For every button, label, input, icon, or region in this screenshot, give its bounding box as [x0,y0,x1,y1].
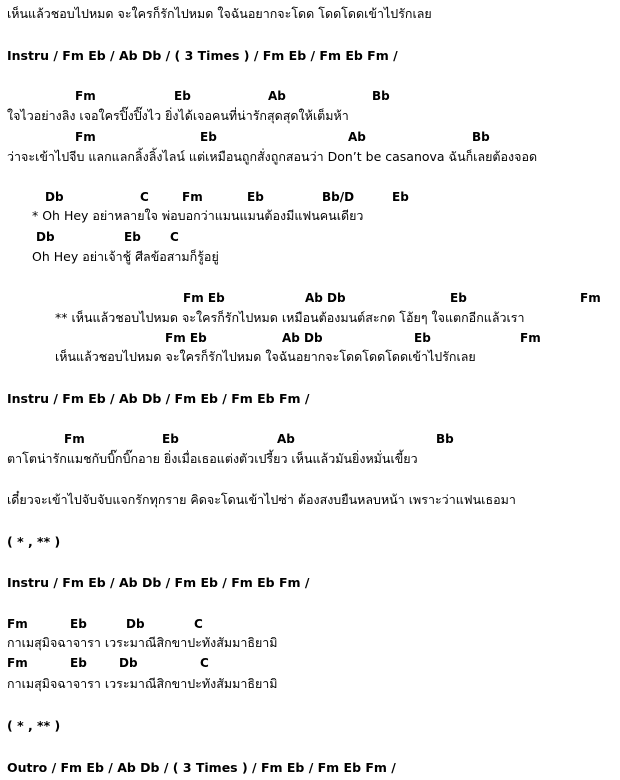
chord-label: Eb [70,617,87,631]
chord-label: Ab Db [305,291,346,305]
repeat-marker: ( * , ** ) [7,718,61,733]
chord-label: Db [36,230,55,244]
chord-label: Fm Eb [183,291,225,305]
chord-label: Eb [174,89,191,103]
chord-label: Eb [200,130,217,144]
chord-label: Eb [247,190,264,204]
chord-label: C [170,230,179,244]
chord-label: Fm [7,617,28,631]
chord-label: Fm [75,130,96,144]
chord-label: Eb [162,432,179,446]
chord-label: C [194,617,203,631]
chord-label: Eb [392,190,409,204]
chord-label: Eb [450,291,467,305]
outro-line: Outro / Fm Eb / Ab Db / ( 3 Times ) / Fm Eb / Fm Eb Fm / [7,760,396,775]
chord-label: Bb [436,432,454,446]
lyric-line: เดี๋ยวจะเข้าไปจับจับแจกรักทุกราย คิดจะโดนเข้าไปซ่า ต้องสงบยืนหลบหน้า เพราะว่าแฟนเธอมา [7,492,516,507]
chord-label: Bb [372,89,390,103]
chord-label: Fm Eb [165,331,207,345]
chord-label: Eb [70,656,87,670]
chord-label: C [140,190,149,204]
chord-label: Fm [75,89,96,103]
chord-label: Ab [277,432,295,446]
chord-label: Fm [520,331,541,345]
repeat-marker: ( * , ** ) [7,534,61,549]
lyric-line: กาเมสุมิจฉาจารา เวระมาณีสิกขาปะทังสัมมาธิยามิ [7,635,278,650]
chord-label: Fm [7,656,28,670]
lyric-line: ใจไวอย่างลิง เจอใครปิ๊งปิ๊งไว ยิ่งได้เจอคนที่น่ารักสุดสุดให้เต็มห้า [7,108,349,123]
instrumental-line-3: Instru / Fm Eb / Ab Db / Fm Eb / Fm Eb Fm / [7,575,310,590]
lyric-line: เห็นแล้วชอบไปหมด จะใครก็รักไปหมด ใจฉันอยากจะโดดโดดโดดเข้าไปรักเลย [55,349,476,364]
chord-label: Ab Db [282,331,323,345]
chord-label: Fm [64,432,85,446]
lyric-line: ** เห็นแล้วชอบไปหมด จะใครก็รักไปหมด เหมือนต้องมนต์สะกด โอ้ยๆ ใจแตกอีกแล้วเรา [55,310,525,325]
chord-label: Bb/D [322,190,355,204]
chord-label: Bb [472,130,490,144]
chord-label: Eb [124,230,141,244]
chord-label: Fm [580,291,601,305]
chord-label: Db [45,190,64,204]
chord-label: Fm [182,190,203,204]
lyric-line: ว่าจะเข้าไปจีบ แลกแลกลิ้งลิ้งไลน์ แต่เหมือนถูกสั่งถูกสอนว่า Don’t be casanova ฉันก็เลยต้องจอด [7,149,538,164]
lyric-line: * Oh Hey อย่าหลายใจ พ่อบอกว่าแมนแมนต้องมีแฟนคนเดียว [32,208,364,223]
chord-label: Db [119,656,138,670]
chord-label: C [200,656,209,670]
lyric-line: Oh Hey อย่าเจ้าชู้ ศีลข้อสามก็รู้อยู่ [32,249,219,264]
chord-label: Eb [414,331,431,345]
lyric-line-intro: เห็นแล้วชอบไปหมด จะใครก็รักไปหมด ใจฉันอยากจะโดด โดดโดดเข้าไปรักเลย [7,6,432,21]
chord-label: Db [126,617,145,631]
chord-label: Ab [268,89,286,103]
instrumental-line-2: Instru / Fm Eb / Ab Db / Fm Eb / Fm Eb Fm / [7,391,310,406]
lyric-line: กาเมสุมิจฉาจารา เวระมาณีสิกขาปะทังสัมมาธิยามิ [7,676,278,691]
lyric-line: ตาโตน่ารักแมชกับบิ๊กบิ๊กอาย ยิ่งเมื่อเธอแต่งตัวเปรี้ยว เห็นแล้วมันยิ่งหมั่นเขี้ยว [7,451,418,466]
instrumental-line-1: Instru / Fm Eb / Ab Db / ( 3 Times ) / Fm Eb / Fm Eb Fm / [7,48,398,63]
chord-label: Ab [348,130,366,144]
